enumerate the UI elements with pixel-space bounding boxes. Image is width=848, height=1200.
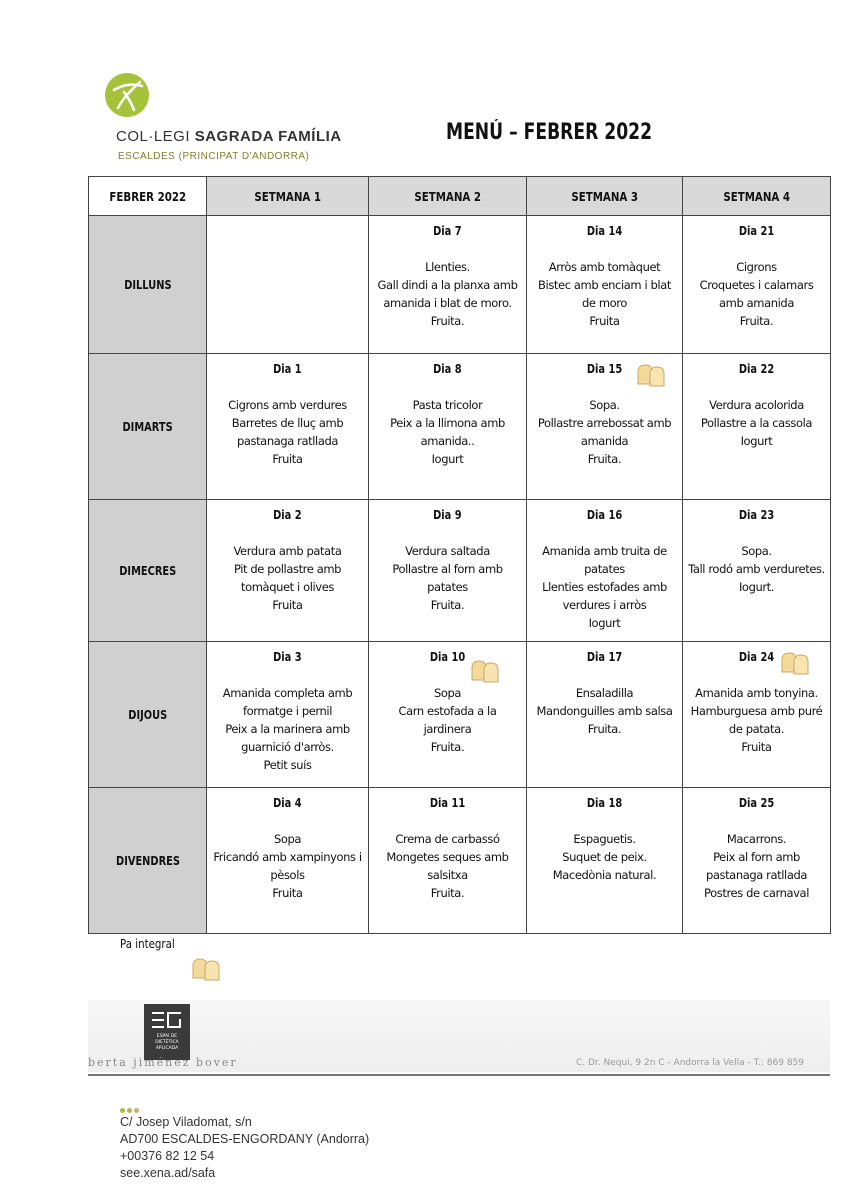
school-logo-icon [104, 72, 150, 118]
menu-dish: Llenties. [425, 260, 470, 274]
menu-dish: Fruita [589, 314, 620, 328]
day-number: Dia 22 [738, 362, 775, 376]
menu-dish: Croquetes i calamars amb amanida [699, 278, 814, 310]
table-row [89, 354, 831, 500]
menu-dish: Verdura saltada [405, 544, 490, 558]
menu-dish: Postres de carnaval [704, 886, 809, 900]
menu-dish: Cigrons [736, 260, 777, 274]
menu-dish: Pollastre a la cassola [700, 416, 813, 430]
menu-dish: Fruita. [739, 314, 774, 328]
menu-dish: Bistec amb enciam i blat de moro [538, 278, 671, 310]
footer-divider [88, 1074, 830, 1076]
bread-icon [779, 650, 811, 676]
menu-cell [527, 500, 683, 642]
menu-cell [683, 788, 831, 934]
day-label: DIMECRES [89, 500, 207, 642]
day-number: Dia 16 [586, 508, 623, 522]
day-number: Dia 24 [738, 650, 775, 664]
table-row [89, 788, 831, 934]
week-header: SETMANA 4 [683, 177, 831, 216]
menu-dish: Pollastre al forn amb patates [392, 562, 503, 594]
menu-dish: Fricandó amb xampinyons i pèsols [213, 850, 362, 882]
day-number: Dia 2 [273, 508, 302, 522]
contact-line: C/ Josep Viladomat, s/n [120, 1115, 252, 1129]
day-number: Dia 11 [429, 796, 466, 810]
day-number: Dia 7 [433, 224, 462, 238]
table-row [89, 500, 831, 642]
menu-dish: Verdura amb patata [233, 544, 342, 558]
week-header: SETMANA 1 [207, 177, 369, 216]
page-title: MENÚ – FEBRER 2022 [446, 120, 653, 145]
menu-dish: Mongetes seques amb salsitxa [386, 850, 509, 882]
menu-cell [683, 216, 831, 354]
menu-dish: Tall rodó amb verduretes. [688, 562, 825, 576]
menu-dish: Peix a la marinera amb guarnició d'arròs. [225, 722, 350, 754]
menu-dish: Amanida amb tonyina. [695, 686, 818, 700]
week-header: SETMANA 2 [369, 177, 527, 216]
menu-dish: Suquet de peix. [562, 850, 647, 864]
legend-label: Pa integral [120, 936, 175, 951]
day-number: Dia 3 [273, 650, 302, 664]
menu-table [88, 176, 831, 934]
day-label: DIVENDRES [89, 788, 207, 934]
menu-dish: Fruita. [587, 722, 622, 736]
menu-dish: Crema de carbassó [395, 832, 500, 846]
bread-icon [190, 956, 222, 982]
menu-cell [207, 216, 369, 354]
day-number: Dia 14 [586, 224, 623, 238]
menu-dish: Hamburguesa amb puré de patata. [690, 704, 823, 736]
bread-icon [635, 362, 667, 388]
menu-dish: Petit suís [263, 758, 312, 772]
menu-cell [527, 216, 683, 354]
menu-cell [207, 642, 369, 788]
menu-dish: Arròs amb tomàquet [548, 260, 661, 274]
menu-cell [527, 354, 683, 500]
menu-dish: Fruita. [430, 886, 465, 900]
day-number: Dia 9 [433, 508, 462, 522]
menu-dish: Sopa. [589, 398, 620, 412]
day-number: Dia 21 [738, 224, 775, 238]
menu-cell [369, 642, 527, 788]
menu-cell [207, 500, 369, 642]
menu-dish: Mandonguilles amb salsa [536, 704, 673, 718]
menu-dish: Fruita. [430, 598, 465, 612]
day-number: Dia 17 [586, 650, 623, 664]
menu-cell [369, 500, 527, 642]
day-label: DIJOUS [89, 642, 207, 788]
menu-dish: Iogurt [588, 616, 621, 630]
menu-cell [207, 788, 369, 934]
week-header: SETMANA 3 [527, 177, 683, 216]
menu-dish: Verdura acolorida [709, 398, 804, 412]
day-number: Dia 10 [429, 650, 466, 664]
footer-name: berta jiménez bover [88, 1056, 238, 1069]
menu-dish: Sopa. [741, 544, 772, 558]
menu-dish: Fruita. [587, 452, 622, 466]
menu-dish: Amanida completa amb formatge i pernil [222, 686, 353, 718]
day-number: Dia 25 [738, 796, 775, 810]
espai-logo-text: ESPAI DE DIETÈTICA APLICADA [155, 1034, 179, 1051]
menu-dish: Fruita [741, 740, 772, 754]
menu-cell [369, 216, 527, 354]
menu-dish: Gall dindi a la planxa amb amanida i blat de moro. [377, 278, 518, 310]
school-subtitle: ESCALDES (PRINCIPAT D'ANDORRA) [118, 151, 310, 162]
school-logo [90, 72, 390, 172]
menu-dish: Pasta tricolor [412, 398, 483, 412]
school-name: COL·LEGI SAGRADA FAMÍLIA [116, 128, 342, 145]
day-number: Dia 23 [738, 508, 775, 522]
contact-block [120, 1114, 369, 1182]
menu-dish: Macarrons. [726, 832, 787, 846]
menu-dish: Sopa [433, 686, 462, 700]
day-number: Dia 4 [273, 796, 302, 810]
menu-dish: Pit de pollastre amb tomàquet i olives [233, 562, 342, 594]
menu-dish: Ensaladilla [575, 686, 634, 700]
menu-dish: Peix a la llimona amb amanida.. [390, 416, 505, 448]
menu-dish: Iogurt [740, 434, 773, 448]
espai-logo-icon [152, 1010, 182, 1030]
menu-dish: Iogurt [431, 452, 464, 466]
contact-line: AD700 ESCALDES-ENGORDANY (Andorra) [120, 1132, 370, 1146]
menu-dish: Amanida amb truita de patates [542, 544, 667, 576]
menu-dish: Iogurt. [738, 580, 775, 594]
menu-cell [369, 354, 527, 500]
menu-dish: Macedònia natural. [552, 868, 657, 882]
day-number: Dia 18 [586, 796, 623, 810]
day-number [211, 224, 364, 238]
day-label: DILLUNS [89, 216, 207, 354]
table-header-row [89, 177, 831, 216]
contact-line: +00376 82 12 54 [120, 1149, 215, 1163]
menu-cell [527, 788, 683, 934]
menu-cell [683, 642, 831, 788]
day-label: DIMARTS [89, 354, 207, 500]
footer-address: C. Dr. Nequi, 9 2n C - Andorra la Vella - T.: 869 859 [575, 1058, 804, 1068]
menu-dish: Fruita [272, 598, 303, 612]
menu-cell [369, 788, 527, 934]
menu-dish: Pollastre arrebossat amb amanida [537, 416, 672, 448]
day-number: Dia 15 [586, 362, 623, 376]
contact-link[interactable]: see.xena.ad/safa [120, 1166, 216, 1180]
menu-dish: Fruita. [430, 740, 465, 754]
menu-dish: Peix al forn amb pastanaga ratllada [705, 850, 808, 882]
menu-cell [683, 500, 831, 642]
menu-dish: Barretes de lluç amb pastanaga ratllada [231, 416, 344, 448]
day-number: Dia 1 [273, 362, 302, 376]
menu-cell [527, 642, 683, 788]
bread-icon [469, 658, 501, 684]
table-row [89, 642, 831, 788]
menu-dish: Fruita. [430, 314, 465, 328]
menu-dish: Espaguetis. [573, 832, 636, 846]
menu-cell [683, 354, 831, 500]
menu-dish: Fruita [272, 452, 303, 466]
day-number: Dia 8 [433, 362, 462, 376]
footer-band [88, 1000, 830, 1072]
espai-logo [144, 1004, 190, 1060]
menu-dish: Cigrons amb verdures [228, 398, 347, 412]
menu-dish: Llenties estofades amb verdures i arròs [542, 580, 667, 612]
menu-dish: Fruita [272, 886, 303, 900]
menu-cell [207, 354, 369, 500]
menu-dish: Carn estofada a la jardinera [398, 704, 497, 736]
menu-dish: Sopa [273, 832, 302, 846]
corner-header: FEBRER 2022 [89, 177, 207, 216]
table-row [89, 216, 831, 354]
